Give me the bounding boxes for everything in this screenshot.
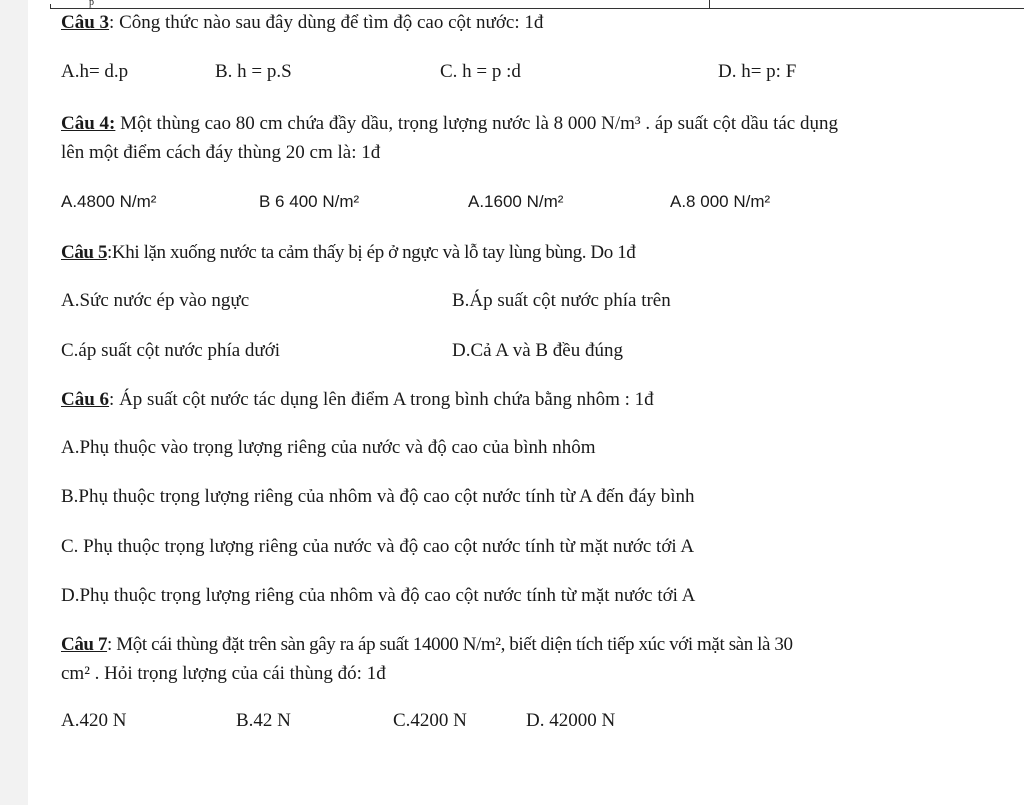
question-3 [61, 12, 543, 34]
question-4-label: Câu 4: [61, 113, 116, 134]
document-page [28, 0, 1024, 805]
question-6 [61, 389, 654, 411]
q5-option-a: A.Sức nước ép vào ngực [61, 290, 250, 311]
q5-option-d: D.Cả A và B đều đúng [452, 340, 623, 361]
q5-option-b: B.Áp suất cột nước phía trên [452, 290, 671, 311]
table-bottom-edge [50, 0, 1024, 9]
question-4-text-line1: Một thùng cao 80 cm chứa đầy dầu, trọng lượng nước là 8 000 N/m³ . áp suất cột dầu tác dụng [115, 113, 838, 134]
q6-option-c: C. Phụ thuộc trọng lượng riêng của nước và độ cao cột nước tính từ mặt nước tới A [61, 536, 695, 557]
q6-option-b: B.Phụ thuộc trọng lượng riêng của nhôm và độ cao cột nước tính từ A đến đáy bình [61, 486, 695, 507]
question-7-text-line1: : Một cái thùng đặt trên sàn gây ra áp suất 14000 N/m², biết diện tích tiếp xúc với mặt sàn là 30 [107, 634, 793, 655]
q3-option-b: B. h = p.S [215, 61, 292, 82]
question-7-label: Câu 7 [61, 634, 108, 655]
question-7 [61, 634, 793, 656]
q3-option-c: C. h = p :d [440, 61, 521, 82]
q3-option-d: D. h= p: F [718, 61, 797, 82]
question-3-label: Câu 3 [61, 12, 110, 33]
question-4-text-line2: lên một điểm cách đáy thùng 20 cm là: 1đ [61, 142, 381, 163]
q4-option-b: B 6 400 N/m² [259, 192, 360, 211]
question-5 [61, 242, 635, 264]
q7-option-c: C.4200 N [393, 710, 467, 731]
q4-option-a: A.4800 N/m² [61, 192, 157, 211]
q7-option-d: D. 42000 N [526, 710, 616, 731]
question-7-text-line2: cm² . Hỏi trọng lượng của cái thùng đó: 1đ [61, 663, 386, 684]
table-cell-text: p [89, 0, 94, 8]
question-5-label: Câu 5 [61, 242, 108, 263]
question-6-text: : Áp suất cột nước tác dụng lên điểm A trong bình chứa bằng nhôm : 1đ [109, 389, 654, 410]
q4-option-d: A.8 000 N/m² [670, 192, 771, 211]
q3-option-a: A.h= d.p [61, 61, 129, 82]
table-column-divider [709, 0, 710, 8]
q7-option-b: B.42 N [236, 710, 291, 731]
q7-option-a: A.420 N [61, 710, 127, 731]
q6-option-d: D.Phụ thuộc trọng lượng riêng của nhôm và độ cao cột nước tính từ mặt nước tới A [61, 585, 696, 606]
q5-option-c: C.áp suất cột nước phía dưới [61, 340, 281, 361]
q6-option-a: A.Phụ thuộc vào trọng lượng riêng của nước và độ cao của bình nhôm [61, 437, 596, 458]
question-4 [61, 113, 838, 135]
question-6-label: Câu 6 [61, 389, 110, 410]
question-3-text: : Công thức nào sau đây dùng để tìm độ cao cột nước: 1đ [109, 12, 544, 33]
question-5-text: :Khi lặn xuống nước ta cảm thấy bị ép ở ngực và lỗ tay lùng bùng. Do 1đ [107, 242, 636, 263]
q4-option-c: A.1600 N/m² [468, 192, 564, 211]
